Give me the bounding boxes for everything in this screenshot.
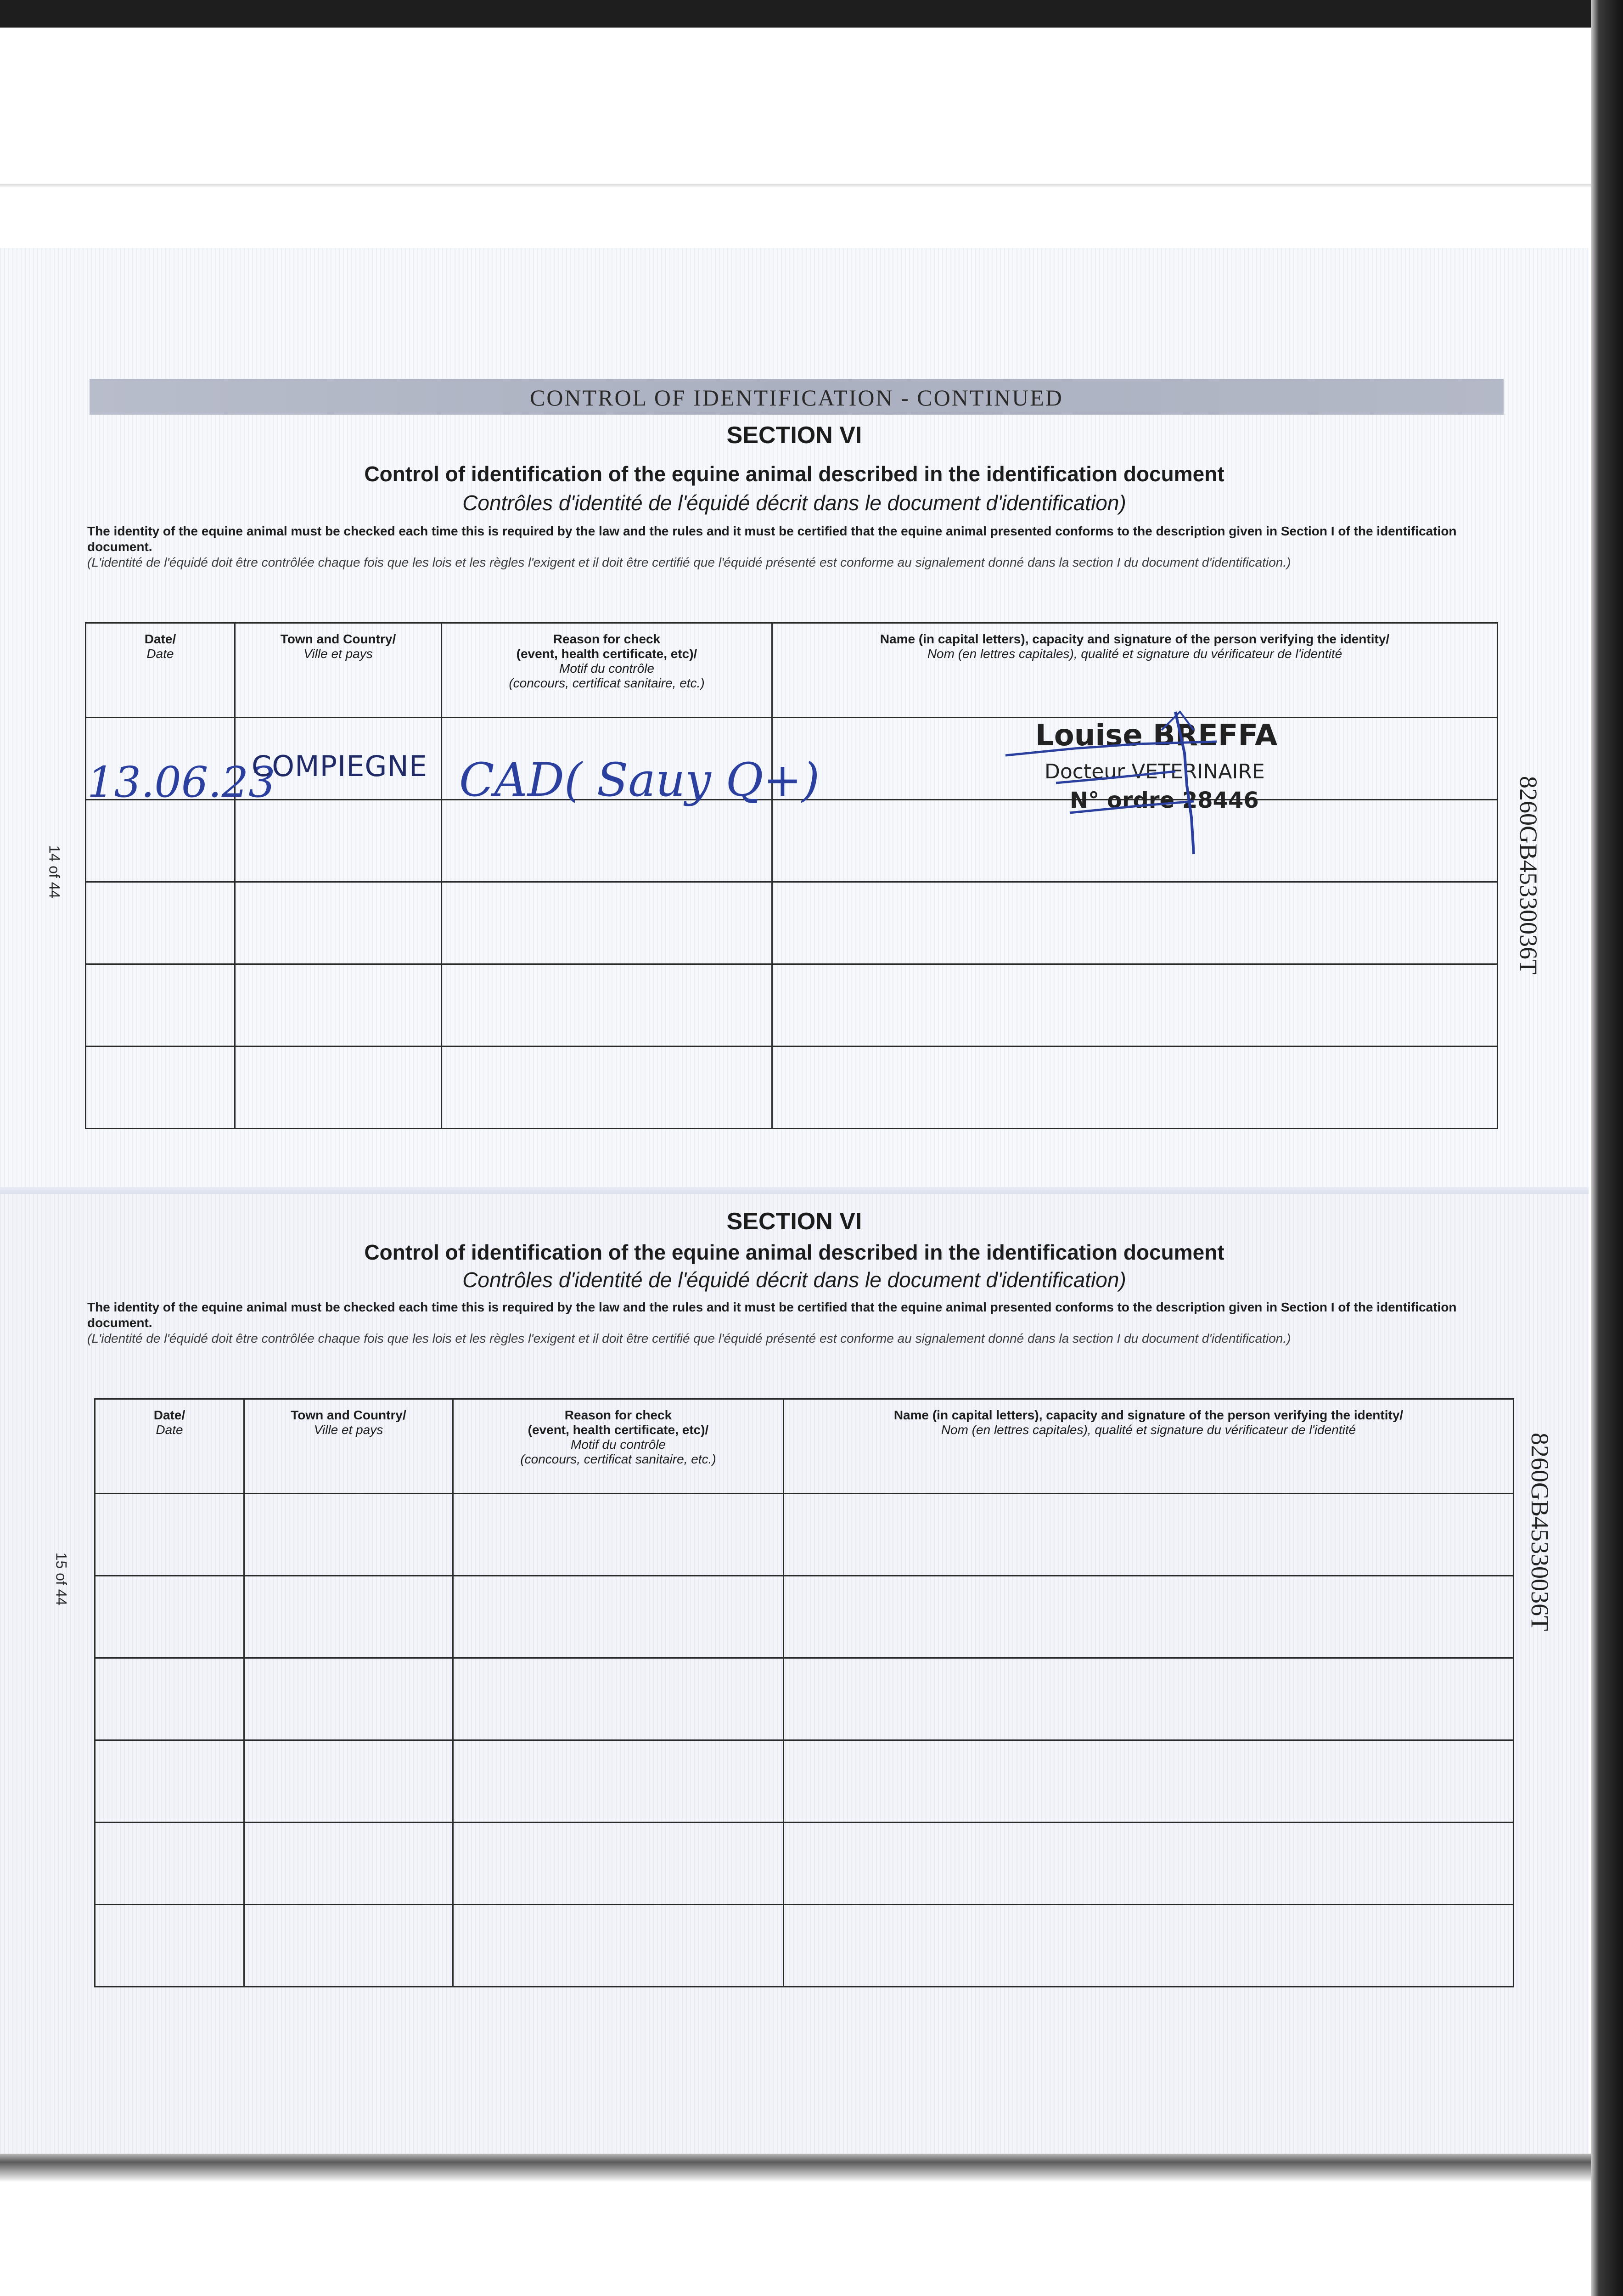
identification-table-bottom [94,1398,1514,1987]
subtitle-fr: Contrôles d'identité de l'équidé décrit dans le document d'identification) [462,491,1126,515]
table-row [86,882,1498,964]
col-town-header: Town and Country/ Ville et pays [235,623,442,718]
col-reason-header: Reason for check (event, health certificate, etc)/ Motif du contrôle (concours, certificat sanitaire, etc.) [442,623,772,718]
stamp-vet-name: Louise BREFFA [1035,719,1278,753]
section-title-2: SECTION VI [726,1208,862,1235]
table-row [86,1047,1498,1129]
col-date-header: Date/ Date [95,1399,244,1494]
signature-strokes [1001,703,1240,868]
table-row [86,800,1498,882]
col-name-header: Name (in capital letters), capacity and signature of the person verifying the identity/ Nom (en lettres capitales), qualité et signature du vérificateur de l'identité [772,623,1498,718]
table-row [86,964,1498,1047]
table-row [95,1494,1514,1576]
table-row [95,1740,1514,1823]
table-row [95,1905,1514,1987]
entry-date: 13.06.23 [87,758,275,807]
section-banner [90,379,1504,415]
intro-en-2: The identity of the equine animal must be checked each time this is required by the law and the rules and it must be certified that the equine animal presented conforms to the description given in Section I of the identification document. [87,1300,1457,1330]
paper-fold [0,184,1591,187]
scanner-edge-bottom [0,2154,1623,2296]
scanner-edge-right [1591,0,1623,2296]
col-reason-header: Reason for check (event, health certificate, etc)/ Motif du contrôle (concours, certificat sanitaire, etc.) [453,1399,784,1494]
scanner-edge-top [0,0,1623,28]
col-name-header: Name (in capital letters), capacity and signature of the person verifying the identity/ Nom (en lettres capitales), qualité et signature du vérificateur de l'identité [784,1399,1514,1494]
col-date-header: Date/ Date [86,623,235,718]
page-number-top: 14 of 44 [46,845,63,899]
document-id-top: 8260GB45330036T [1515,776,1542,974]
intro-fr-2: (L'identité de l'équidé doit être contrôlée chaque fois que les lois et les règles l'exigent et il doit être certifié que l'équidé présenté est conforme au signalement donné dans la section I du document d'identification.) [87,1331,1291,1345]
table-row [95,1576,1514,1658]
identification-table-top [85,622,1498,1129]
document-id-bottom: 8260GB45330036T [1526,1433,1554,1631]
intro-fr: (L'identité de l'équidé doit être contrôlée chaque fois que les lois et les règles l'exigent et il doit être certifié que l'équidé présenté est conforme au signalement donné dans la section I du document d'identification.) [87,555,1291,569]
subtitle-en: Control of identification of the equine animal described in the identification document [364,462,1224,486]
stamp-order-number: N° ordre 28446 [1070,788,1259,813]
page-number-bottom: 15 of 44 [53,1552,70,1606]
intro-en: The identity of the equine animal must be checked each time this is required by the law and the rules and it must be certified that the equine animal presented conforms to the description given in Section I of the identification document. [87,524,1457,554]
entry-reason: CAD( Sauy Q+) [459,753,820,807]
table-header-row [86,623,1498,718]
section-title: SECTION VI [726,422,862,449]
table-header-row [95,1399,1514,1494]
col-town-header: Town and Country/ Ville et pays [244,1399,453,1494]
table-row [95,1658,1514,1740]
stamp-vet-title: Docteur VETERINAIRE [1045,760,1265,783]
table-row [95,1823,1514,1905]
subtitle-fr-2: Contrôles d'identité de l'équidé décrit dans le document d'identification) [462,1268,1126,1292]
intro-text-2 [87,1300,1474,1346]
subtitle-en-2: Control of identification of the equine animal described in the identification document [364,1240,1224,1264]
banner-title: CONTROL OF IDENTIFICATION - CONTINUED [530,385,1063,411]
entry-town: COMPIEGNE [252,749,428,783]
intro-text [87,523,1474,570]
